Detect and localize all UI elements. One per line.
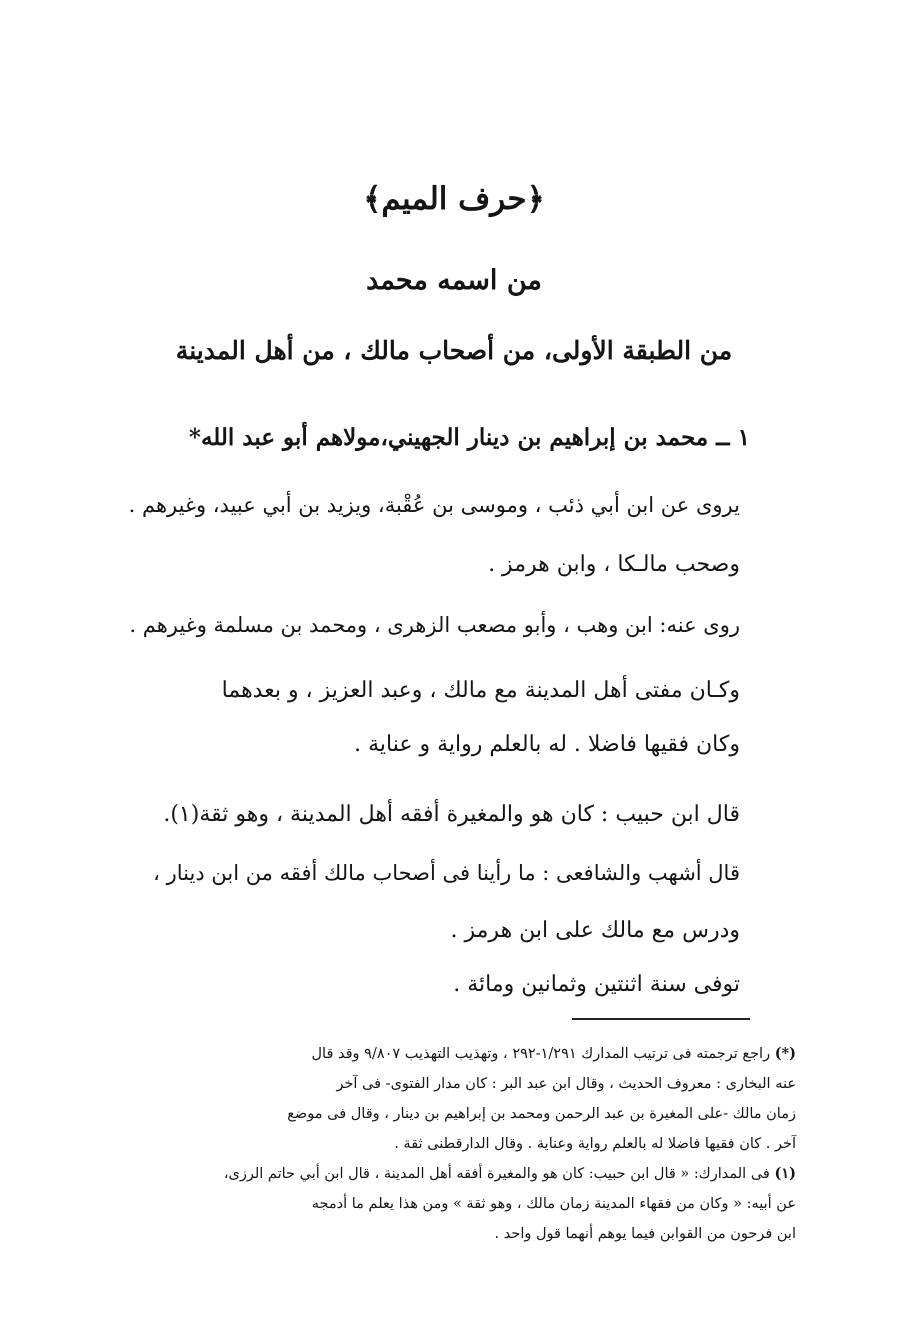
entry-line-8: ودرس مع مالك على ابن هرمز . [450,918,740,943]
entry-line-9: توفى سنة اثنتين وثمانين ومائة . [453,972,740,997]
entry-line-2: وصحب مالـكا ، وابن هرمز . [488,552,740,577]
entry-line-5: وكان فقيها فاضلا . له بالعلم رواية و عناية . [354,732,740,757]
footnote-one-text: فى المدارك: « قال ابن حبيب: كان هو والمغيرة أفقه أهل المدينة ، قال ابن أبي حاتم الرزى، [223,1166,770,1182]
tier-heading: من الطبقة الأولى، من أصحاب مالك ، من أهل المدينة [175,336,733,365]
entry-line-1: يروى عن ابن أبي ذئب ، وموسى بن عُقْبة، ويزيد بن أبي عبيد، وغيرهم . [128,493,740,517]
footnote-one-line-2: عن أبيه: « وكان من فقهاء المدينة زمان مالك ، وهو ثقة » ومن هذا يعلم ما أدمجه [311,1196,796,1212]
footnote-star-line-4: آخر . كان فقيها فاضلا له بالعلم رواية وعناية . وقال الدارقطنى ثقة . [394,1136,796,1152]
entry-line-7: قال أشهب والشافعى : ما رأينا فى أصحاب مالك أفقه من ابن دينار ، [153,861,740,885]
letter-heading: ﴿حرف الميم﴾ [363,181,545,217]
entry-line-4: وكـان مفتى أهل المدينة مع مالك ، وعبد العزيز ، و بعدهما [221,678,740,703]
entry-line-6: قال ابن حبيب : كان هو والمغيرة أفقه أهل المدينة ، وهو ثقة(١). [163,802,740,827]
footnote-separator [572,1018,750,1020]
entry-title: ١ ــ محمد بن إبراهيم بن دينار الجهيني،مولاهم أبو عبد الله* [188,424,750,451]
footnote-one-line-1 [224,1163,796,1185]
footnote-star-mark: (*) [774,1045,796,1062]
footnote-one-mark: (١) [774,1165,796,1182]
entry-line-3: روى عنه: ابن وهب ، وأبو مصعب الزهرى ، ومحمد بن مسلمة وغيرهم . [129,613,740,637]
footnote-star-line-2: عنه البخارى : معروف الحديث ، وقال ابن عبد البر : كان مدار الفتوى- فى آخر [336,1076,796,1092]
footnote-one-line-3: ابن فرحون من القوابن فيما يوهم أنهما قول واحد . [494,1226,796,1242]
name-heading: من اسمه محمد [366,265,542,296]
footnote-star-line-3: زمان مالك -على المغيرة بن عبد الرحمن ومحمد بن إبراهيم بن دينار ، وقال فى موضع [287,1106,796,1122]
footnote-star-line-1 [312,1043,797,1065]
footnote-star-text: راجع ترجمته فى ترتيب المدارك ١/٢٩١-٢٩٢ ، وتهذيب التهذيب ٩/٨٠٧ وقد قال [311,1046,771,1062]
